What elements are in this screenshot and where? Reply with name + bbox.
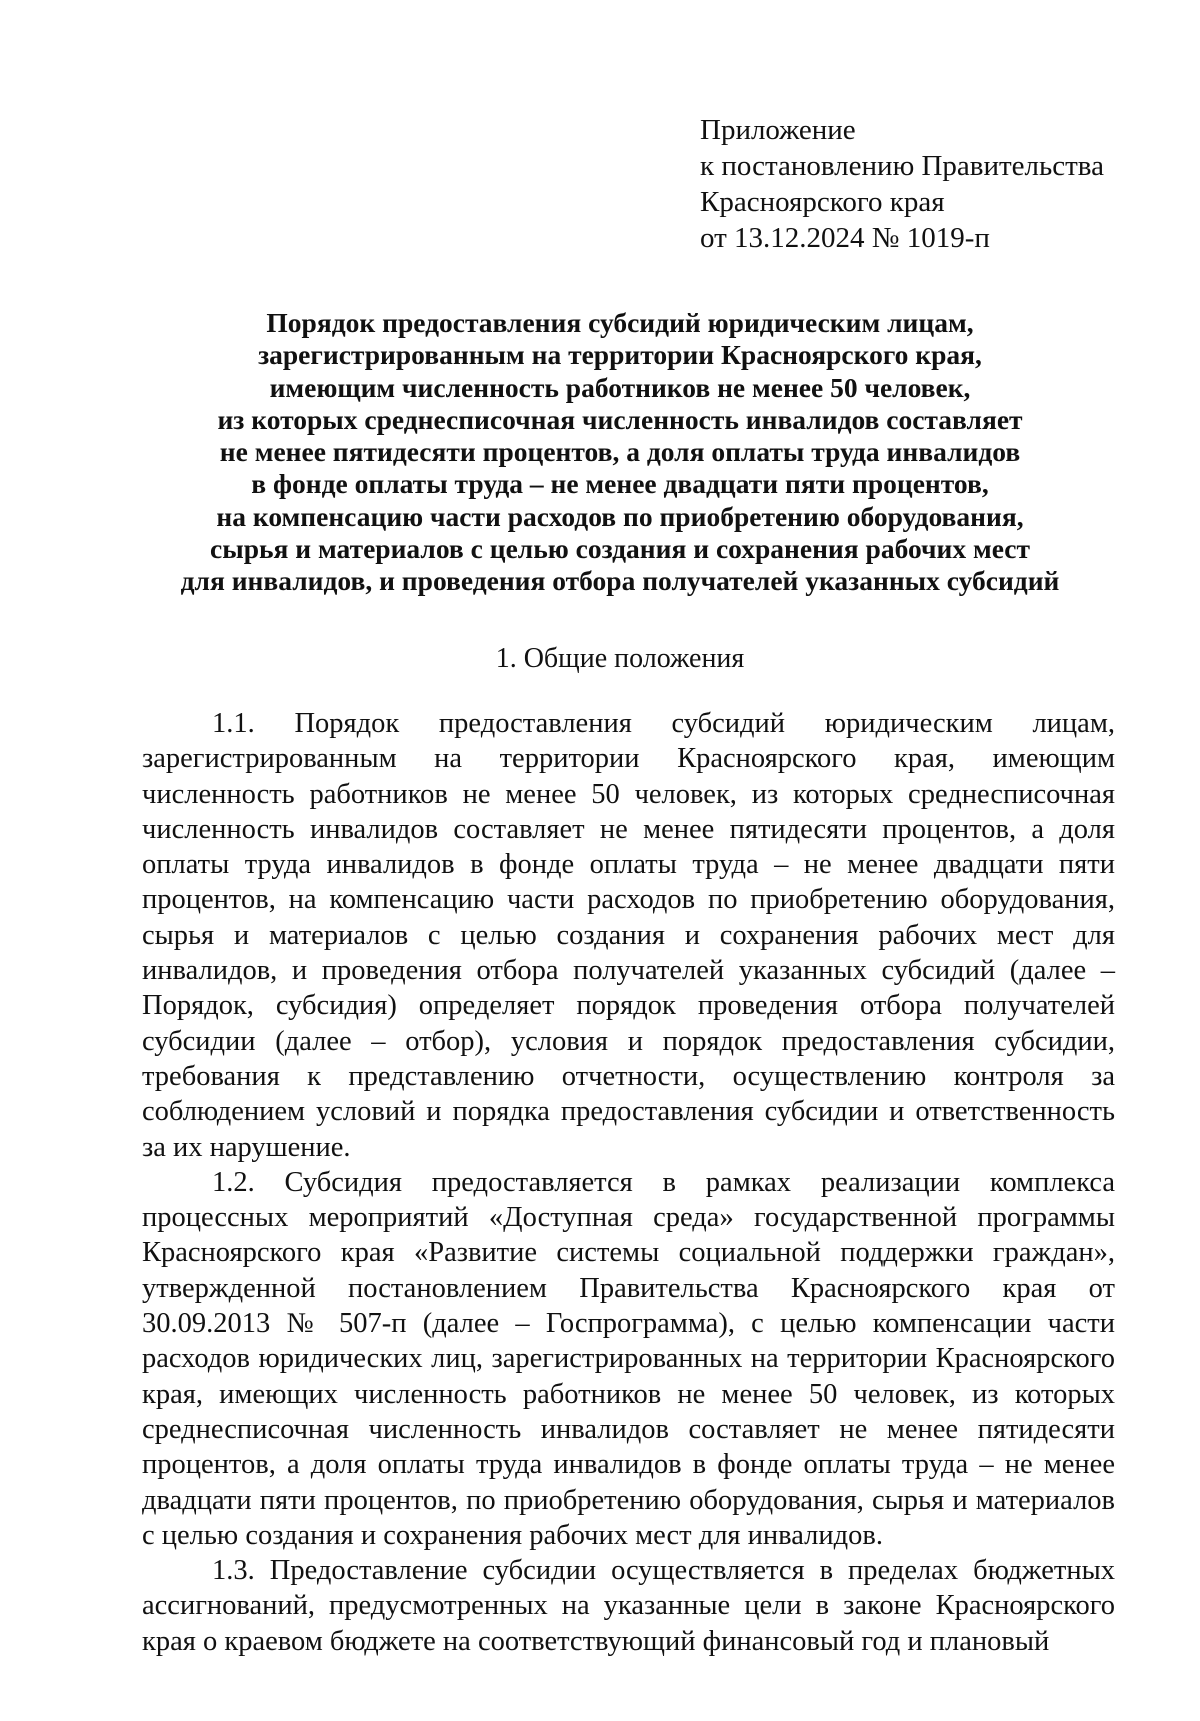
- paragraph-1-1: 1.1. Порядок предоставления субсидий юридическим лицам, зарегистрированным на территории Красноярского края, имеющим численность работников не менее 50 человек, из которых среднесписочная численность инвалидов составляет не менее пятидесяти процентов, а доля оплаты труда инвалидов в фонде оплаты труда – не менее двадцати пяти процентов, на компенсацию части расходов по приобретению оборудования, сырья и материалов с целью создания и сохранения рабочих мест для инвалидов, и проведения отбора получателей указанных субсидий (далее – Порядок, субсидия) определяет порядок проведения отбора получателей субсидии (далее – отбор), условия и порядок предоставления субсидии, требования к представлению отчетности, осуществлению контроля за соблюдением условий и порядка предоставления субсидии и ответственность за их нарушение.: [142, 708, 1115, 1163]
- appendix-line: Приложение: [700, 114, 856, 146]
- appendix-line: к постановлению Правительства: [700, 150, 1104, 182]
- title-line: для инвалидов, и проведения отбора получателей указанных субсидий: [180, 565, 1060, 597]
- title-line: Порядок предоставления субсидий юридическим лицам,: [266, 307, 974, 338]
- document-title: [140, 307, 1100, 598]
- title-line: в фонде оплаты труда – не менее двадцати пяти процентов,: [251, 468, 989, 500]
- appendix-block: [700, 112, 1104, 256]
- appendix-line: Красноярского края: [700, 186, 945, 218]
- title-line: не менее пятидесяти процентов, а доля оплаты труда инвалидов: [219, 436, 1021, 468]
- title-line: имеющим численность работников не менее 50 человек,: [269, 371, 971, 403]
- paragraph-1-2: 1.2. Субсидия предоставляется в рамках реализации комплекса процессных мероприятий «Доступная среда» государственной программы Красноярского края «Развитие системы социальной поддержки граждан», утвержденной постановлением Правительства Красноярского края от 30.09.2013 № 507-п (далее – Госпрограмма), с целью компенсации части расходов юридических лиц, зарегистрированных на территории Красноярского края, имеющих численность работников не менее 50 человек, из которых среднесписочная численность инвалидов составляет не менее пятидесяти процентов, а доля оплаты труда инвалидов в фонде оплаты труда – не менее двадцати пяти процентов, по приобретению оборудования, сырья и материалов с целью создания и сохранения рабочих мест для инвалидов.: [142, 1166, 1115, 1551]
- paragraph-1-3: 1.3. Предоставление субсидии осуществляется в пределах бюджетных ассигнований, предусмотренных на указанные цели в законе Красноярского края о краевом бюджете на соответствующий финансовый год и плановый: [142, 1555, 1115, 1657]
- appendix-line: от 13.12.2024 № 1019-п: [700, 222, 990, 254]
- title-line: сырья и материалов с целью создания и сохранения рабочих мест: [210, 533, 1030, 565]
- title-line: из которых среднесписочная численность инвалидов составляет: [217, 403, 1023, 435]
- title-line: зарегистрированным на территории Красноярского края,: [258, 339, 982, 371]
- section-heading: 1. Общие положения: [495, 643, 745, 674]
- title-line: на компенсацию части расходов по приобретению оборудования,: [216, 500, 1024, 532]
- body-text: [142, 706, 1115, 1659]
